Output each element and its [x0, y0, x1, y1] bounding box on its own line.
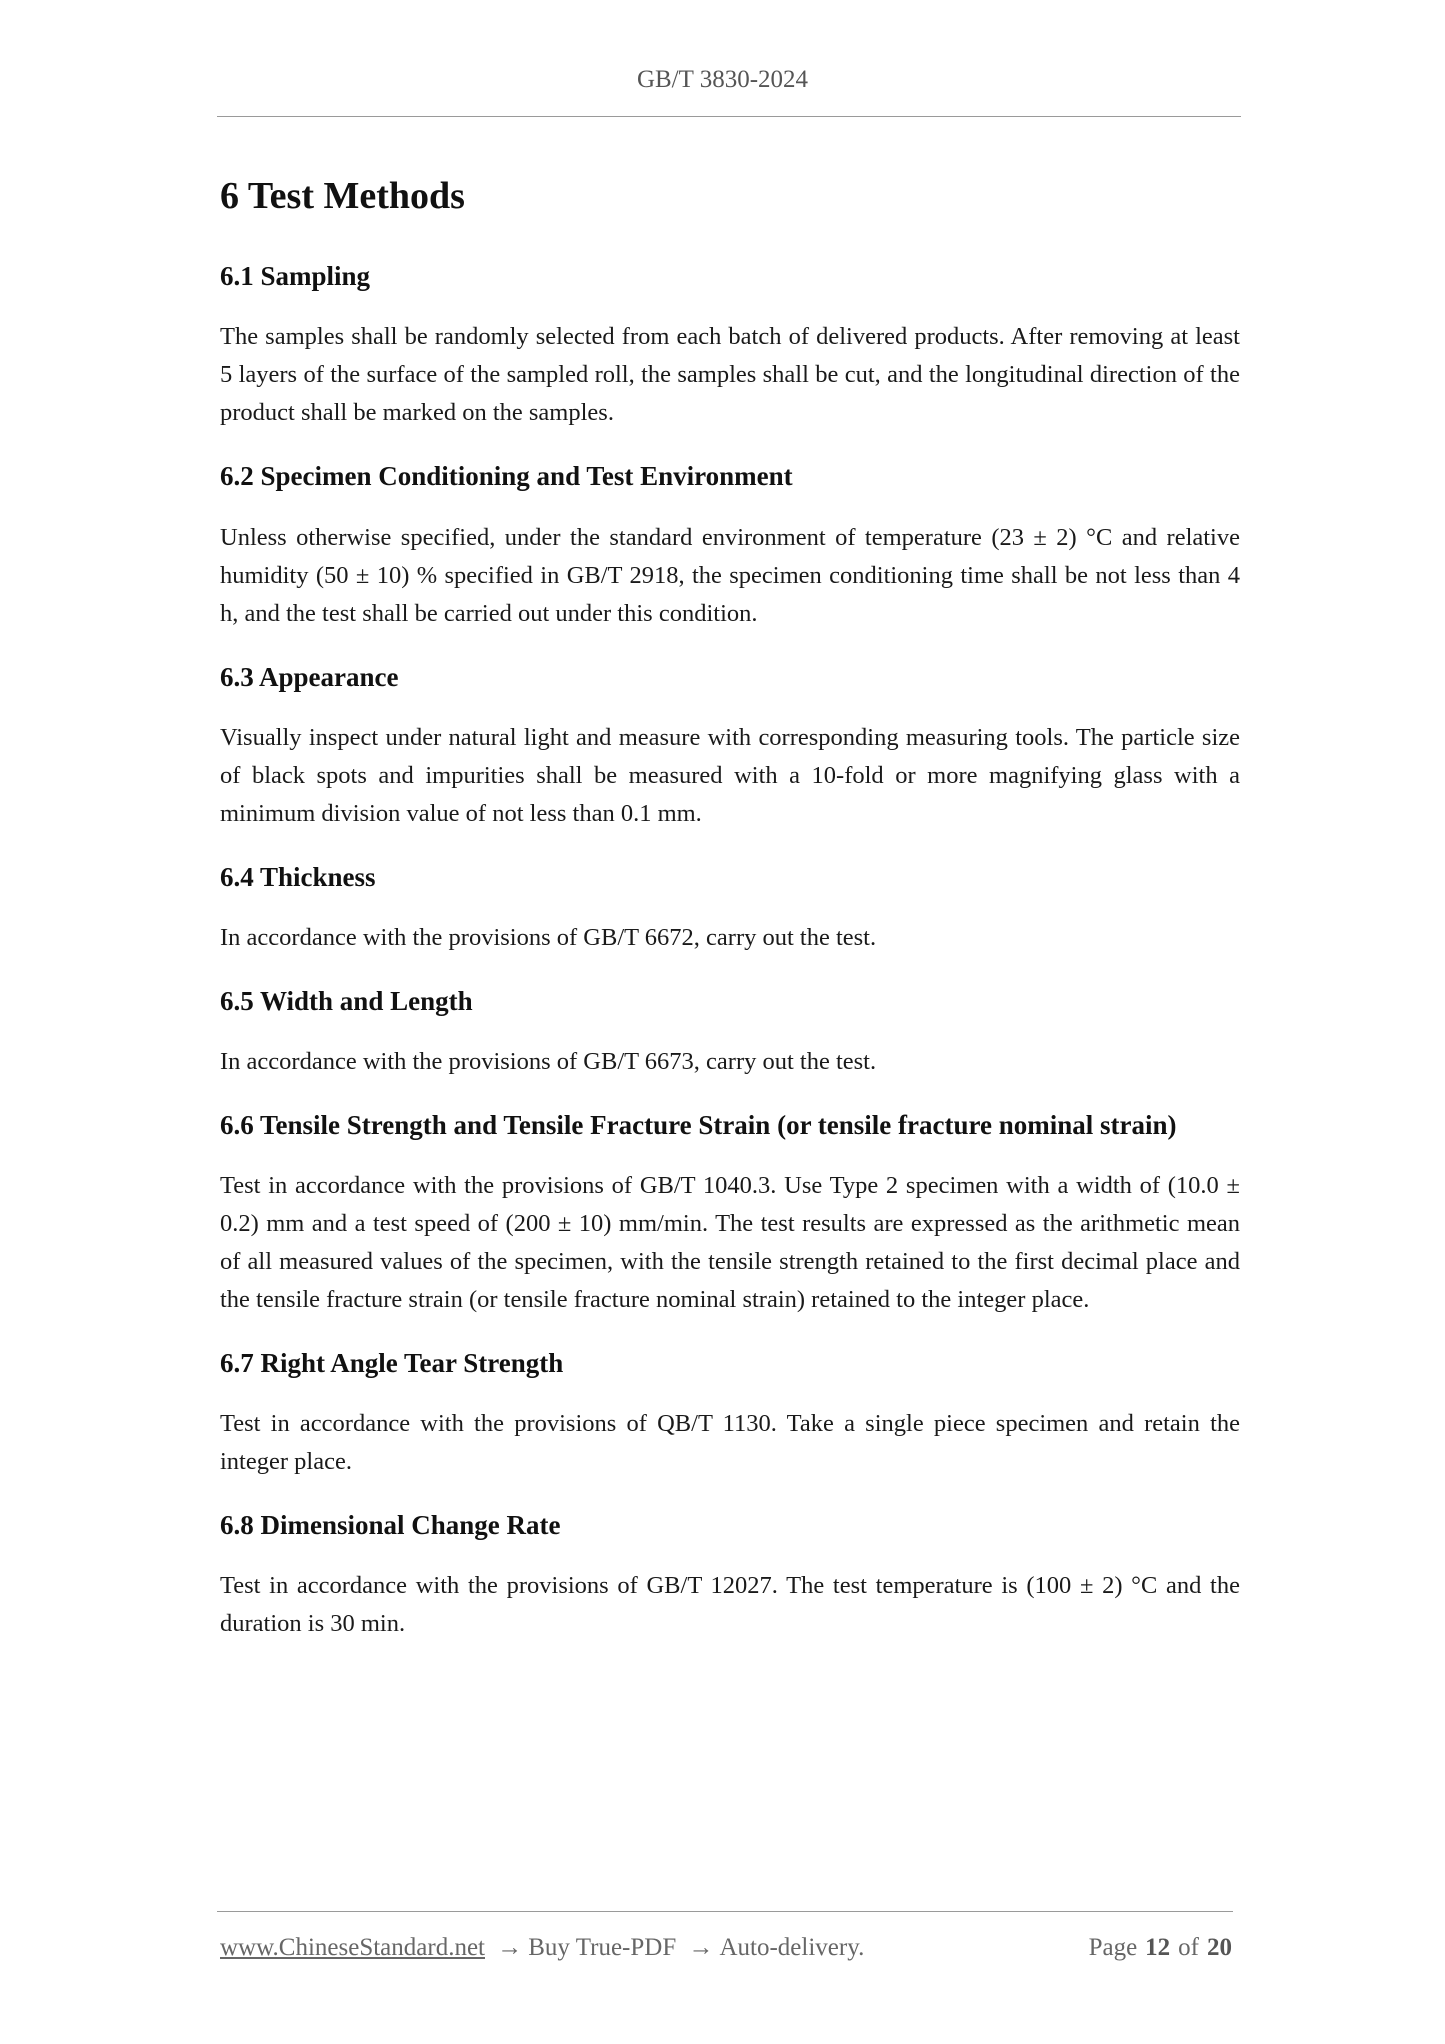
total-page-number: 20	[1207, 1934, 1232, 1961]
footer-promo	[220, 1934, 864, 1962]
section-body-6-5: In accordance with the provisions of GB/T 6673, carry out the test.	[220, 1047, 877, 1075]
buy-true-pdf-text: Buy True-PDF	[528, 1934, 677, 1961]
section-heading-6-2: 6.2 Specimen Conditioning and Test Environment	[220, 461, 793, 492]
section-heading-6-7: 6.7 Right Angle Tear Strength	[220, 1347, 564, 1378]
section-body-6-3: Visually inspect under natural light and measure with corresponding measuring tools. The particle size of black spots and impurities shall be measured with a 10-fold or more magnifying glass with a minimum division value of not less than 0.1 mm.	[220, 723, 1240, 827]
page-label: Page	[1088, 1934, 1138, 1961]
current-page-number: 12	[1145, 1934, 1171, 1961]
section-body-6-1: The samples shall be randomly selected from each batch of delivered products. After removing at least 5 layers of the surface of the sampled roll, the samples shall be cut, and the longitudinal direction of the product shall be marked on the samples.	[220, 323, 1240, 427]
page-indicator	[1089, 1934, 1232, 1962]
page-of-label: of	[1178, 1934, 1199, 1961]
auto-delivery-text: Auto-delivery.	[719, 1934, 865, 1961]
section-body-6-4: In accordance with the provisions of GB/T 6672, carry out the test.	[220, 923, 877, 951]
section-heading-6-1: 6.1 Sampling	[220, 261, 371, 292]
section-heading-6-6: 6.6 Tensile Strength and Tensile Fracture Strain (or tensile fracture nominal strain)	[220, 1109, 1177, 1140]
section-heading-6-3: 6.3 Appearance	[220, 661, 399, 692]
footer-divider	[217, 1911, 1233, 1912]
document-header-title: GB/T 3830-2024	[636, 66, 809, 93]
header-divider	[217, 116, 1241, 117]
section-body-6-7: Test in accordance with the provisions of QB/T 1130. Take a single piece specimen and retain the integer place.	[220, 1410, 1240, 1476]
section-body-6-2: Unless otherwise specified, under the standard environment of temperature (23 ± 2) °C and relative humidity (50 ± 10) % specified in GB/T 2918, the specimen conditioning time shall be not less than 4 h, and the test shall be carried out under this condition.	[220, 523, 1240, 627]
chapter-title: 6 Test Methods	[220, 175, 465, 217]
section-heading-6-5: 6.5 Width and Length	[220, 985, 473, 1016]
arrow-right-icon: →	[497, 1934, 523, 1961]
section-body-6-6: Test in accordance with the provisions of GB/T 1040.3. Use Type 2 specimen with a width of (10.0 ± 0.2) mm and a test speed of (200 ± 10) mm/min. The test results are expressed as the arithmetic mean of all measured values of the specimen, with the tensile strength retained to the first decimal place and the tensile fracture strain (or tensile fracture nominal strain) retained to the integer place.	[220, 1171, 1240, 1313]
section-body-6-8: Test in accordance with the provisions of GB/T 12027. The test temperature is (100 ± 2) °C and the duration is 30 min.	[220, 1572, 1240, 1638]
section-heading-6-8: 6.8 Dimensional Change Rate	[220, 1510, 561, 1541]
section-heading-6-4: 6.4 Thickness	[220, 861, 376, 892]
page-content	[220, 172, 1240, 1670]
arrow-right-icon: →	[688, 1934, 714, 1961]
website-link[interactable]: www.ChineseStandard.net	[220, 1934, 485, 1961]
